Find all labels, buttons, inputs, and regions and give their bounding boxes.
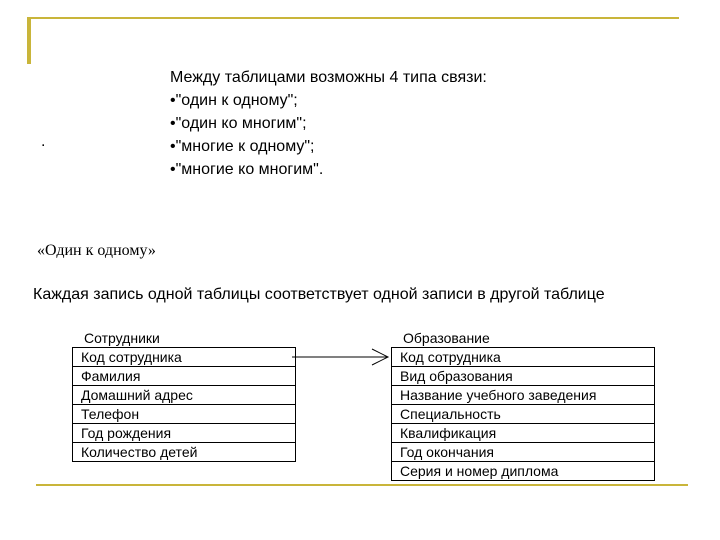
table-row: Год окончания [392,442,654,461]
intro-bullet: •"многие к одному"; [170,138,315,155]
table-row: Фамилия [73,366,295,385]
table-row: Квалификация [392,423,654,442]
stray-dot: . [41,133,46,150]
intro-bullet: •"многие ко многим". [170,161,324,178]
table-row: Код сотрудника [81,349,182,365]
table-row: Специальность [392,404,654,423]
education-table [391,329,655,481]
decorative-vertical-bar [27,17,31,64]
intro-block [170,66,487,181]
decorative-bottom-line [36,484,688,486]
decorative-top-line [27,17,679,19]
table-row: Вид образования [392,366,654,385]
description-text: Каждая запись одной таблицы соответствует одной записи в другой таблице [33,286,605,303]
table-row: Название учебного заведения [392,385,654,404]
table-row: Домашний адрес [73,385,295,404]
table-row: Год рождения [73,423,295,442]
section-title: «Один к одному» [37,242,156,259]
table-rows [391,347,655,481]
table-row: Телефон [73,404,295,423]
table-row: Код сотрудника [400,349,501,365]
table-row: Количество детей [73,442,295,461]
table-title: Образование [403,330,490,346]
intro-heading: Между таблицами возможны 4 типа связи: [170,69,487,86]
intro-bullet: •"один ко многим"; [170,115,307,132]
table-title: Сотрудники [84,330,160,346]
intro-bullet: •"один к одному"; [170,92,298,109]
table-row: Серия и номер диплома [392,461,654,480]
table-rows [72,347,296,462]
employees-table [72,329,296,462]
